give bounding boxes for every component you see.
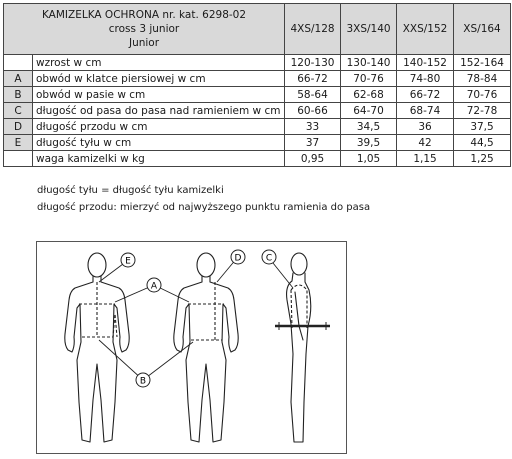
row-code: B (4, 87, 33, 103)
row-value: 0,95 (285, 151, 341, 167)
table-header-row (4, 4, 511, 55)
row-label: długość przodu w cm (33, 119, 285, 135)
table-row (4, 103, 511, 119)
row-value: 34,5 (341, 119, 397, 135)
size-header: XXS/152 (397, 4, 454, 55)
row-label: długość tyłu w cm (33, 135, 285, 151)
callout-a-label: A (150, 281, 158, 292)
row-value: 74-80 (397, 71, 454, 87)
row-label: wzrost w cm (33, 55, 285, 71)
product-name: KAMIZELKA OCHRONA nr. kat. 6298-02 (41, 9, 247, 21)
row-value: 78-84 (454, 71, 511, 87)
row-label: obwód w klatce piersiowej w cm (33, 71, 285, 87)
callout-e (121, 253, 135, 267)
row-label: waga kamizelki w kg (33, 151, 285, 167)
body-figures-illustration (37, 242, 346, 453)
callout-c (262, 250, 276, 264)
row-code (4, 151, 33, 167)
row-value: 60-66 (285, 103, 341, 119)
row-code (4, 55, 33, 71)
callout-b-label: B (139, 376, 147, 387)
callout-b (136, 373, 150, 387)
row-value: 70-76 (454, 87, 511, 103)
product-model: cross 3 junior (108, 23, 180, 35)
row-code: D (4, 119, 33, 135)
row-value: 58-64 (285, 87, 341, 103)
measure-line-b-left (82, 314, 117, 337)
note-front-length: długość przodu: mierzyć od najwyższego punktu ramienia do pasa (37, 202, 371, 213)
row-value: 70-76 (341, 71, 397, 87)
row-value: 66-72 (285, 71, 341, 87)
size-header: XS/164 (454, 4, 511, 55)
row-value: 120-130 (285, 55, 341, 71)
table-row (4, 71, 511, 87)
table-row (4, 135, 511, 151)
row-value: 130-140 (341, 55, 397, 71)
size-header: 3XS/140 (341, 4, 397, 55)
row-value: 140-152 (397, 55, 454, 71)
note-back-length: długość tyłu = długość tyłu kamizelki (37, 185, 224, 196)
row-value: 1,25 (454, 151, 511, 167)
row-code: C (4, 103, 33, 119)
row-value: 68-74 (397, 103, 454, 119)
row-value: 37 (285, 135, 341, 151)
row-value: 44,5 (454, 135, 511, 151)
row-value: 64-70 (341, 103, 397, 119)
product-category: Junior (128, 37, 160, 49)
table-row (4, 151, 511, 167)
row-value: 36 (397, 119, 454, 135)
table-row (4, 87, 511, 103)
row-value: 1,15 (397, 151, 454, 167)
row-value: 39,5 (341, 135, 397, 151)
row-label: długość od pasa do pasa nad ramieniem w cm (33, 103, 285, 119)
size-header: 4XS/128 (285, 4, 341, 55)
side-figure (287, 253, 311, 442)
row-value: 66-72 (397, 87, 454, 103)
row-value: 37,5 (454, 119, 511, 135)
row-value: 33 (285, 119, 341, 135)
row-label: obwód w pasie w cm (33, 87, 285, 103)
table-title (4, 4, 285, 55)
measurement-diagram (36, 241, 347, 454)
row-value: 72-78 (454, 103, 511, 119)
table-row (4, 55, 511, 71)
front-figure-right (174, 253, 238, 442)
row-value: 1,05 (341, 151, 397, 167)
callout-e-label: E (125, 256, 131, 267)
row-value: 152-164 (454, 55, 511, 71)
row-value: 42 (397, 135, 454, 151)
table-row (4, 119, 511, 135)
callout-c-label: C (265, 253, 273, 264)
callout-d-label: D (234, 253, 242, 264)
row-value: 62-68 (341, 87, 397, 103)
size-table (3, 3, 511, 167)
callout-d (231, 250, 245, 264)
row-code: A (4, 71, 33, 87)
row-code: E (4, 135, 33, 151)
front-figure-left (65, 253, 129, 442)
measurement-notes (37, 182, 370, 216)
callout-a (147, 278, 161, 292)
